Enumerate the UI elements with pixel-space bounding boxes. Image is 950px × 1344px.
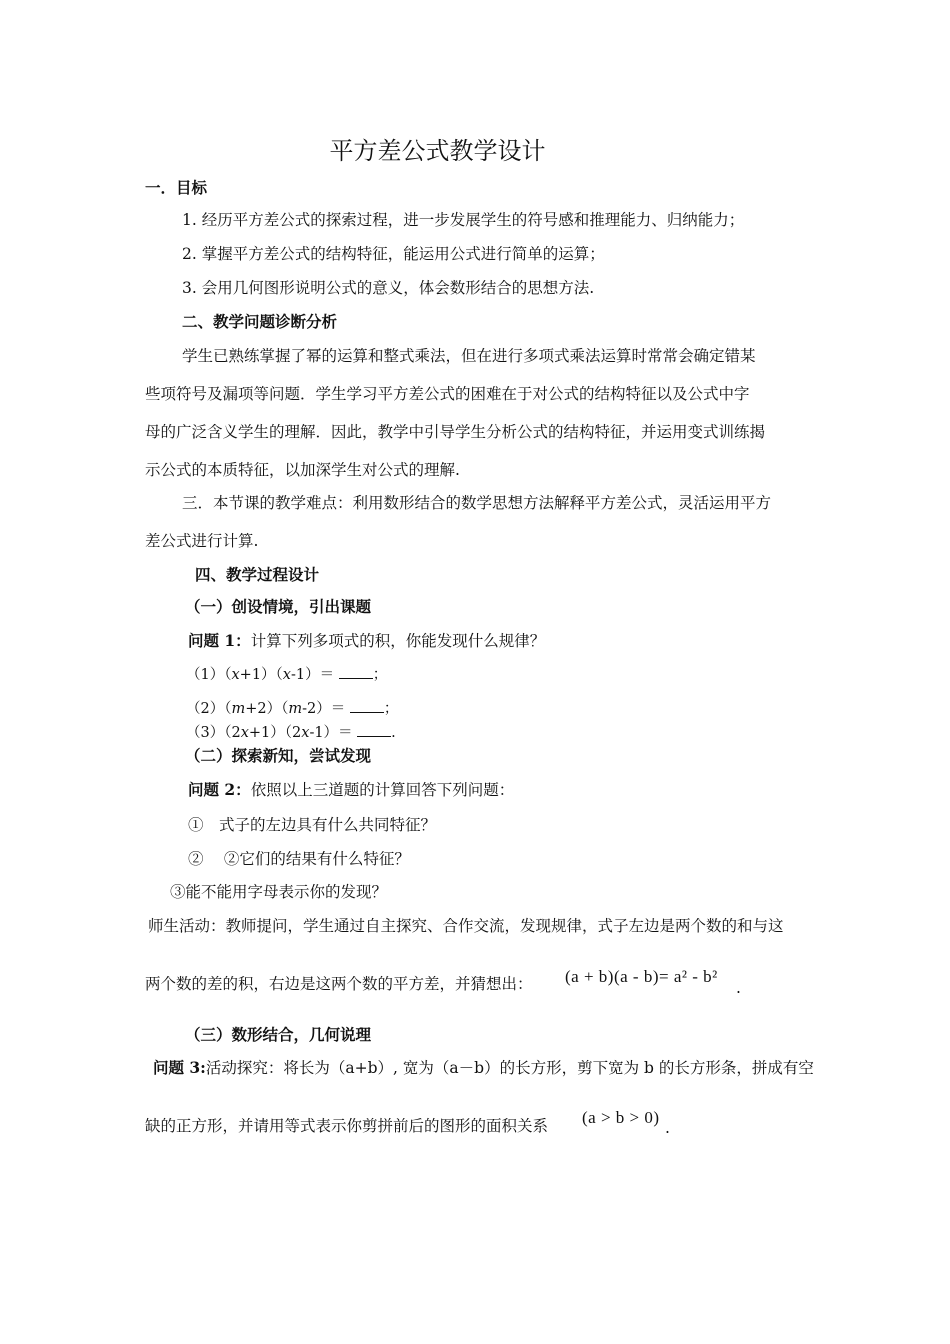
part-3-heading: （三）数形结合，几何说理 — [185, 1025, 372, 1044]
objective-item-3: 3. 会用几何图形说明公式的意义，体会数形结合的思想方法. — [182, 279, 595, 297]
exercise-3: （3）（2x+1）（2x-1）＝ . — [186, 722, 396, 743]
question-2-item-1: ① 式子的左边具有什么共同特征？ — [188, 816, 437, 834]
objective-item-1: 1. 经历平方差公式的探索过程，进一步发展学生的符号感和推理能力、归纳能力； — [182, 211, 745, 229]
section-1-heading: 一．目标 — [145, 178, 208, 197]
question-2-text: 依照以上三道题的计算回答下列问题： — [250, 781, 515, 799]
difficulty-line-2: 差公式进行计算. — [145, 532, 259, 550]
difficulty-line-1: 三．本节课的教学难点：利用数形结合的数学思想方法解释平方差公式，灵活运用平方 — [182, 494, 772, 512]
question-3-label: 问题 3: — [153, 1058, 206, 1077]
activity-line-2: 两个数的差的积，右边是这两个数的平方差，并猜想出： — [145, 975, 533, 993]
question-2-label: 问题 2： — [188, 780, 251, 799]
analysis-line-2: 些项符号及漏项等问题．学生学习平方差公式的困难在于对公式的结构特征以及公式中字 — [145, 385, 750, 403]
exercise-1: （1）（x+1）（x-1）＝ ； — [186, 664, 387, 685]
activity-line-1: 师生活动：教师提问，学生通过自主探究、合作交流，发现规律，式子左边是两个数的和与这 — [148, 917, 784, 935]
question-3-line-2: 缺的正方形，并请用等式表示你剪拼前后的图形的面积关系 — [145, 1117, 549, 1135]
exercise-2: （2）（m+2）（m-2）＝ ； — [186, 698, 398, 719]
question-2-item-3: ③能不能用字母表示你的发现？ — [170, 883, 388, 901]
question-1 — [188, 631, 545, 651]
analysis-line-4: 示公式的本质特征，以加深学生对公式的理解. — [145, 461, 460, 479]
question-3-line-1: 问题 3:活动探究：将长为（a+b）, 宽为（a－b）的长方形，剪下宽为 b 的长方形条，拼成有空 — [153, 1058, 814, 1077]
question-3-period: . — [665, 1119, 670, 1137]
answer-blank-1 — [339, 664, 373, 679]
question-1-text: 计算下列多项式的积，你能发现什么规律？ — [250, 632, 546, 650]
difference-of-squares-formula: (a + b)(a - b)= a² - b² — [565, 967, 718, 986]
section-4-heading: 四、教学过程设计 — [195, 565, 320, 584]
answer-blank-2 — [350, 698, 384, 713]
question-2-item-2: ② ②它们的结果有什么特征？ — [188, 850, 410, 868]
page-title: 平方差公式教学设计 — [329, 137, 546, 165]
answer-blank-3 — [357, 722, 391, 737]
part-2-heading: （二）探索新知，尝试发现 — [185, 746, 372, 765]
question-2 — [188, 780, 514, 800]
objective-item-2: 2. 掌握平方差公式的结构特征，能运用公式进行简单的运算； — [182, 245, 605, 263]
inequality-condition: (a > b > 0) — [582, 1108, 660, 1127]
question-1-label: 问题 1： — [188, 631, 251, 650]
analysis-line-1: 学生已熟练掌握了幂的运算和整式乘法，但在进行多项式乘法运算时常常会确定错某 — [182, 347, 756, 365]
section-2-heading: 二、教学问题诊断分析 — [182, 312, 338, 331]
part-1-heading: （一）创设情境，引出课题 — [185, 597, 372, 616]
formula-period: . — [736, 979, 741, 997]
analysis-line-3: 母的广泛含义学生的理解．因此，教学中引导学生分析公式的结构特征，并运用变式训练揭 — [145, 423, 766, 441]
